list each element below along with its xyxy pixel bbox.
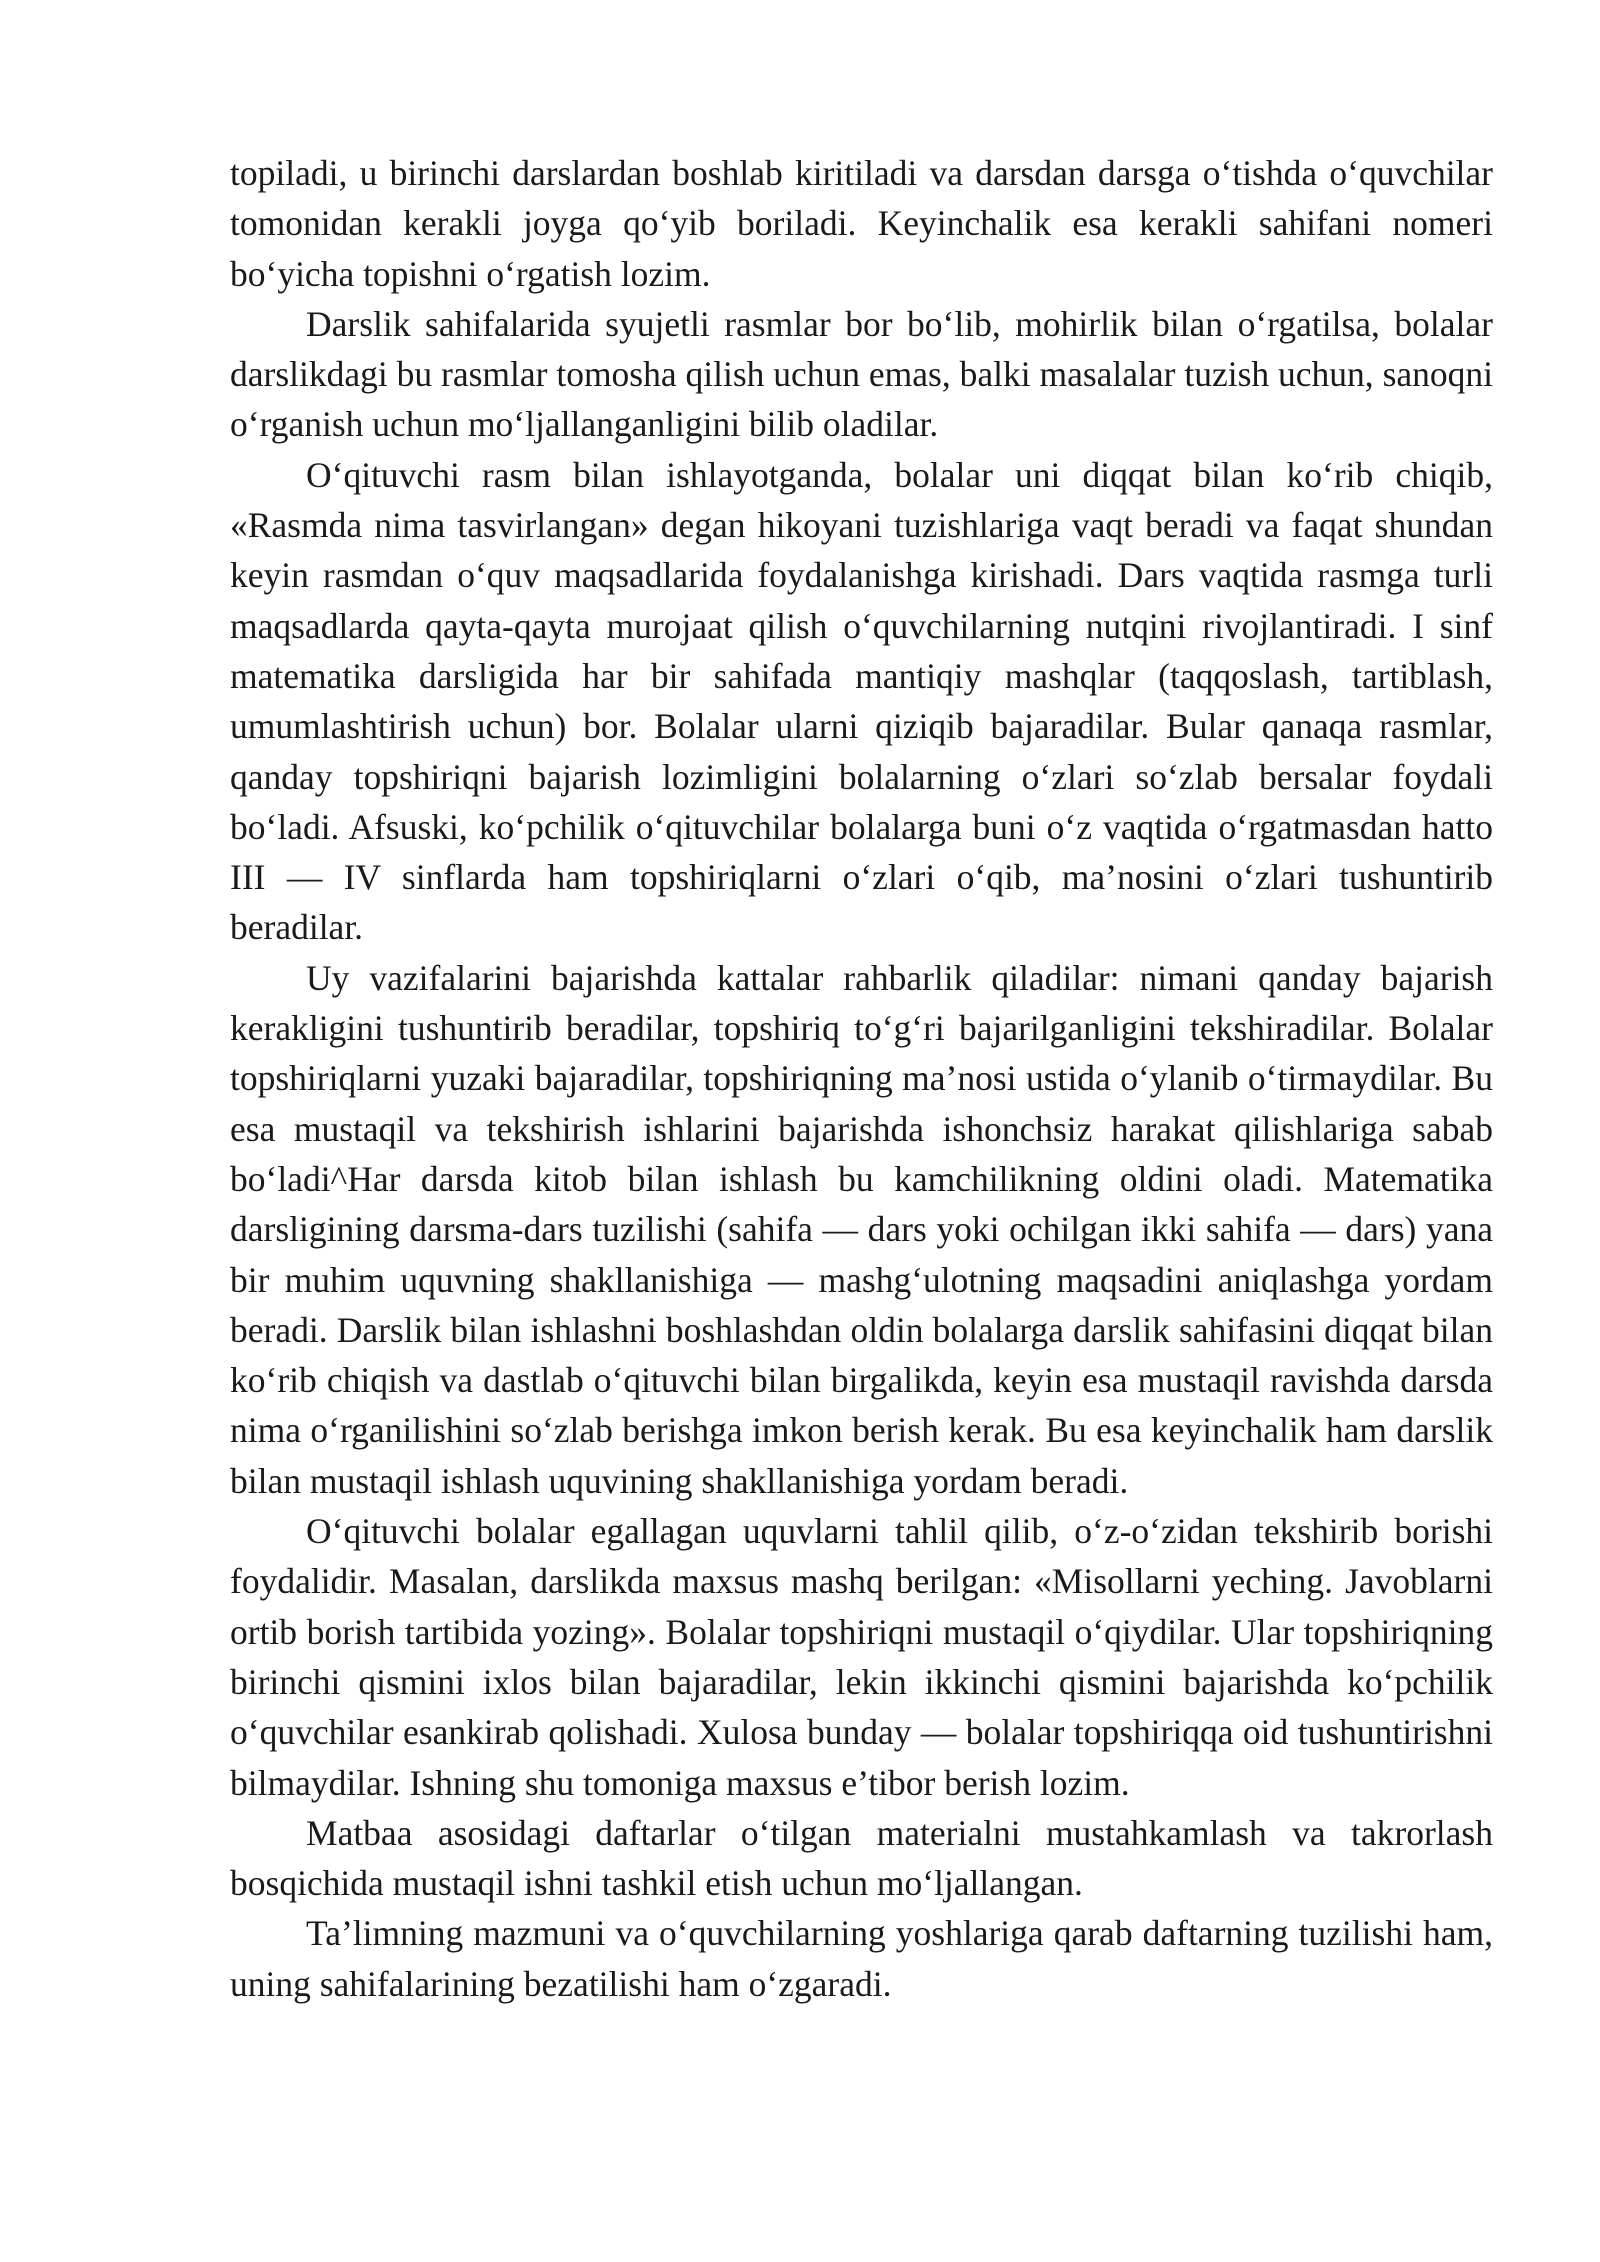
paragraph-5: O‘qituvchi bolalar egallagan uquvlarni tahlil qilib, o‘z-o‘zidan tekshirib borishi foydalidir. Masalan, darslikda maxsus mashq berilgan: «Misollarni yeching. Javoblarni ortib borish tartibida yozing». Bolalar topshiriqni mustaqil o‘qiydilar. Ular topshiriqning birinchi qismini ixlos bilan bajaradilar, lekin ikkinchi qismini bajarishda ko‘pchilik o‘quvchilar esankirab qolishadi. Xulosa bunday — bolalar topshiriqqa oid tushuntirishni bilmaydilar. Ishning shu tomoniga maxsus e’tibor berish lozim. — [230, 1511, 1493, 1803]
paragraph-6: Matbaa asosidagi daftarlar o‘tilgan materialni mustahkamlash va takrorlash bosqichida mustaqil ishni tashkil etish uchun mo‘ljallangan. — [230, 1812, 1493, 1904]
document-page — [230, 148, 1493, 2009]
paragraph-4: Uy vazifalarini bajarishda kattalar rahbarlik qiladilar: nimani qanday bajarish kerakligini tushuntirib beradilar, topshiriq to‘g‘ri bajarilganligini tekshiradilar. Bolalar topshiriqlarni yuzaki bajaradilar, topshiriqning ma’nosi ustida o‘ylanib o‘tirmaydilar. Bu esa mustaqil va tekshirish ishlarini bajarishda ishonchsiz harakat qilishlariga sabab bo‘ladi^Har darsda kitob bilan ishlash bu kamchilikning oldini oladi. Matematika darsligining darsma-dars tuzilishi (sahifa — dars yoki ochilgan ikki sahifa — dars) yana bir muhim uquvning shakllanishiga — mashg‘ulotning maqsadini aniqlashga yordam beradi. Darslik bilan ishlashni boshlashdan oldin bolalarga darslik sahifasini diqqat bilan ko‘rib chiqish va dastlab o‘qituvchi bilan birgalikda, keyin esa mustaqil ravishda darsda nima o‘rganilishini so‘zlab berishga imkon berish kerak. Bu esa keyinchalik ham darslik bilan mustaqil ishlash uquvining shakllanishiga yordam beradi. — [230, 957, 1493, 1501]
paragraph-2: Darslik sahifalarida syujetli rasmlar bor bo‘lib, mohirlik bilan o‘rgatilsa, bolalar darslikdagi bu rasmlar tomosha qilish uchun emas, balki masalalar tuzish uchun, sanoqni o‘rganish uchun mo‘ljallanganligini bilib oladilar. — [230, 303, 1493, 445]
paragraph-7: Ta’limning mazmuni va o‘quvchilarning yoshlariga qarab daftarning tuzilishi ham, uning sahifalarining bezatilishi ham o‘zgaradi. — [230, 1913, 1493, 2004]
paragraph-1: topiladi, u birinchi darslardan boshlab kiritiladi va darsdan darsga o‘tishda o‘quvchilar tomonidan kerakli joyga qo‘yib boriladi. Keyinchalik esa kerakli sahifani nomeri bo‘yicha topishni o‘rgatish lozim. — [230, 153, 1493, 294]
paragraph-3: O‘qituvchi rasm bilan ishlayotganda, bolalar uni diqqat bilan ko‘rib chiqib, «Rasmda nima tasvirlangan» degan hikoyani tuzishlariga vaqt beradi va faqat shundan keyin rasmdan o‘quv maqsadlarida foydalanishga kirishadi. Dars vaqtida rasmga turli maqsadlarda qayta-qayta murojaat qilish o‘quvchilarning nutqini rivojlantiradi. I sinf matematika darsligida har bir sahifada mantiqiy mashqlar (taqqoslash, tartiblash, umumlashtirish uchun) bor. Bolalar ularni qiziqib bajaradilar. Bular qanaqa rasmlar, qanday topshiriqni bajarish lozimligini bolalarning o‘zlari so‘zlab bersalar foydali bo‘ladi. Afsuski, ko‘pchilik o‘qituvchilar bolalarga buni o‘z vaqtida o‘rgatmasdan hatto III — IV sinflarda ham topshiriqlarni o‘zlari o‘qib, ma’nosini o‘zlari tushuntirib beradilar. — [230, 454, 1493, 948]
